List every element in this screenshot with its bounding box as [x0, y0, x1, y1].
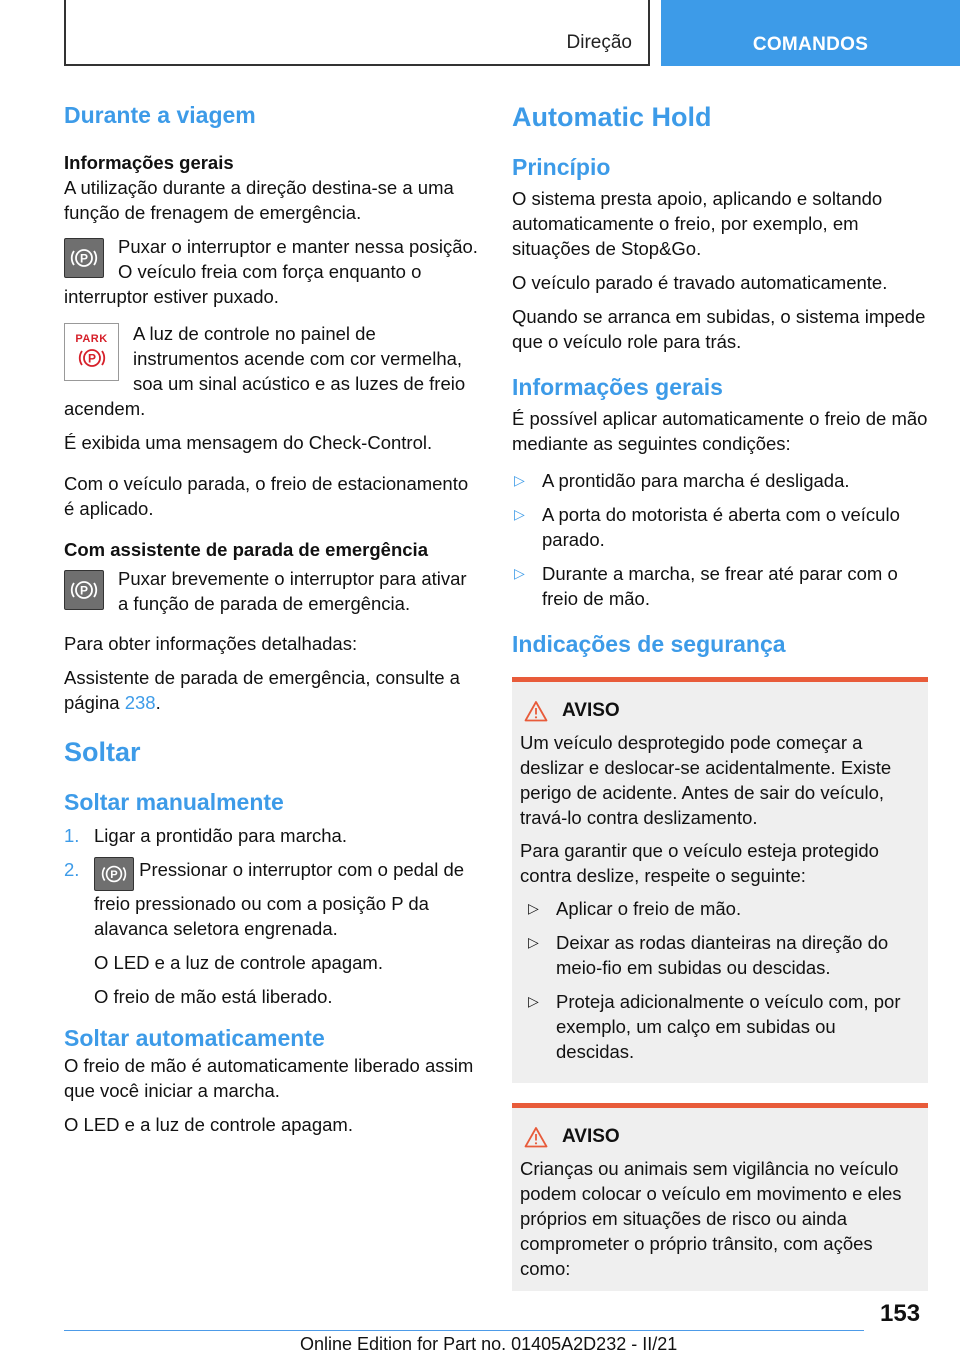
warning-title [520, 1126, 918, 1148]
list-item [64, 823, 478, 848]
parking-brake-icon [64, 238, 104, 278]
header-section-title: Direção [566, 32, 632, 53]
list-item [526, 989, 918, 1064]
warning-text: Crianças ou animais sem vigilância no veículo podem colocar o veículo em movimento e eles próprios em situações de risco ou ainda comprometer o próprio trânsito, com ações como: [520, 1158, 902, 1279]
para-assistente-end: . [155, 692, 161, 713]
para-travado: O veículo parado é travado automaticamente. [512, 272, 888, 293]
park-label: PARK [75, 333, 108, 345]
heading-soltar-auto: Soltar automaticamente [64, 1025, 325, 1051]
page-link-238[interactable]: 238 [124, 692, 156, 713]
bullet-icon: ▷ [528, 900, 539, 916]
para-obter: Para obter informações detalhadas: [64, 633, 358, 654]
svg-text:P: P [110, 869, 118, 882]
footer-edition: Online Edition for Part no. 01405A2D232 - II/21 [300, 1334, 678, 1354]
step-note: O freio de mão está liberado. [94, 986, 333, 1007]
warning-item-text: Aplicar o freio de mão. [556, 898, 742, 919]
bullet-icon: ▷ [514, 472, 525, 488]
heading-durante-viagem: Durante a viagem [64, 102, 256, 128]
warning-box [512, 677, 928, 1083]
step-number: 1. [64, 825, 80, 846]
para-puxar: Puxar o interruptor e manter nessa posição. O veículo freia com força enquanto o interruptor estiver puxado. [64, 236, 478, 307]
warning-label: AVISO [562, 700, 620, 721]
bullet-icon: ▷ [528, 993, 539, 1009]
step-text: Ligar a prontidão para marcha. [94, 825, 347, 846]
list-item [512, 561, 928, 611]
heading-info-gerais: Informações gerais [64, 152, 234, 173]
para-auto: O freio de mão é automaticamente liberado assim que você iniciar a marcha. [64, 1055, 474, 1101]
svg-text:P: P [87, 351, 96, 366]
svg-text:P: P [79, 583, 89, 598]
para-assistente-ref [64, 665, 478, 715]
bullet-icon: ▷ [514, 506, 525, 522]
parking-brake-icon [64, 570, 104, 610]
list-item [526, 930, 918, 980]
list-item [526, 896, 918, 921]
condition-text: A prontidão para marcha é desligada. [542, 470, 850, 491]
para-subidas: Quando se arranca em subidas, o sistema impede que o veículo role para trás. [512, 306, 926, 352]
para-parado: Com o veículo parada, o freio de estacionamento é aplicado. [64, 473, 469, 519]
warning-box [512, 1103, 928, 1291]
warning-title [520, 700, 918, 722]
page-number: 153 [880, 1300, 921, 1327]
step-number: 2. [64, 859, 80, 880]
heading-seguranca: Indicações de segurança [512, 631, 786, 657]
warning-triangle-icon [524, 1126, 548, 1148]
footer-divider [64, 1330, 864, 1331]
para-puxar-block [64, 234, 478, 309]
warning-item-text: Proteja adicionalmente o veículo com, por exemplo, um calço em subidas ou descidas. [556, 991, 901, 1062]
header-chapter-tab [661, 0, 960, 66]
condition-text: A porta do motorista é aberta com o veículo parado. [542, 504, 900, 550]
heading-soltar-manual: Soltar manualmente [64, 789, 284, 815]
park-warning-icon [64, 323, 119, 381]
steps-list [64, 823, 478, 1009]
list-item [64, 857, 478, 1009]
heading-soltar: Soltar [64, 737, 141, 767]
para-assistente-text: Assistente de parada de emergência, consulte a página [64, 667, 460, 713]
left-column [64, 100, 478, 1146]
para-sistema: O sistema presta apoio, aplicando e soltando automaticamente o freio, por exemplo, em situações de Stop&Go. [512, 188, 883, 259]
heading-automatic-hold: Automatic Hold [512, 102, 712, 132]
list-item [512, 502, 928, 552]
list-item [512, 468, 928, 493]
para-luz: A luz de controle no painel de instrumentos acende com cor vermelha, soa um sinal acústico e as luzes de freio acendem. [64, 323, 466, 419]
bullet-icon: ▷ [514, 565, 525, 581]
parking-brake-icon [94, 857, 134, 891]
warning-text: Para garantir que o veículo esteja protegido contra deslize, respeite o seguinte: [520, 840, 879, 886]
heading-assistente: Com assistente de parada de emergência [64, 539, 428, 560]
condition-text: Durante a marcha, se frear até parar com o freio de mão. [542, 563, 898, 609]
warning-label: AVISO [562, 1126, 620, 1147]
warning-list [526, 896, 918, 1064]
warning-triangle-icon [524, 700, 548, 722]
step-text: Pressionar o interruptor com o pedal de freio pressionado ou com a posição P da alavanca seletora engrenada. [94, 859, 465, 939]
para-breve: Puxar brevemente o interruptor para ativar a função de parada de emergência. [118, 568, 467, 614]
step-note: O LED e a luz de controle apagam. [94, 952, 383, 973]
para-led: O LED e a luz de controle apagam. [64, 1114, 353, 1135]
header-chapter-title: COMANDOS [752, 34, 869, 55]
bullet-icon: ▷ [528, 934, 539, 950]
para-breve-block [64, 566, 478, 616]
para-luz-block [64, 321, 478, 421]
header-section-box [64, 0, 650, 66]
warning-item-text: Deixar as rodas dianteiras na direção do meio-fio em subidas ou descidas. [556, 932, 889, 978]
para-possivel: É possível aplicar automaticamente o freio de mão mediante as seguintes condições: [512, 408, 928, 454]
svg-text:P: P [79, 251, 89, 266]
warning-text: Um veículo desprotegido pode começar a deslizar e deslocar-se acidentalmente. Existe perigo de acidente. Antes de sair do veículo, travá-lo contra deslizamento. [520, 732, 892, 828]
heading-info-gerais-right: Informações gerais [512, 374, 723, 400]
para-check: É exibida uma mensagem do Check-Control. [64, 432, 433, 453]
conditions-list [512, 468, 928, 611]
right-column [512, 100, 928, 1305]
para-info: A utilização durante a direção destina-se a uma função de frenagem de emergência. [64, 177, 454, 223]
heading-principio: Princípio [512, 154, 611, 180]
